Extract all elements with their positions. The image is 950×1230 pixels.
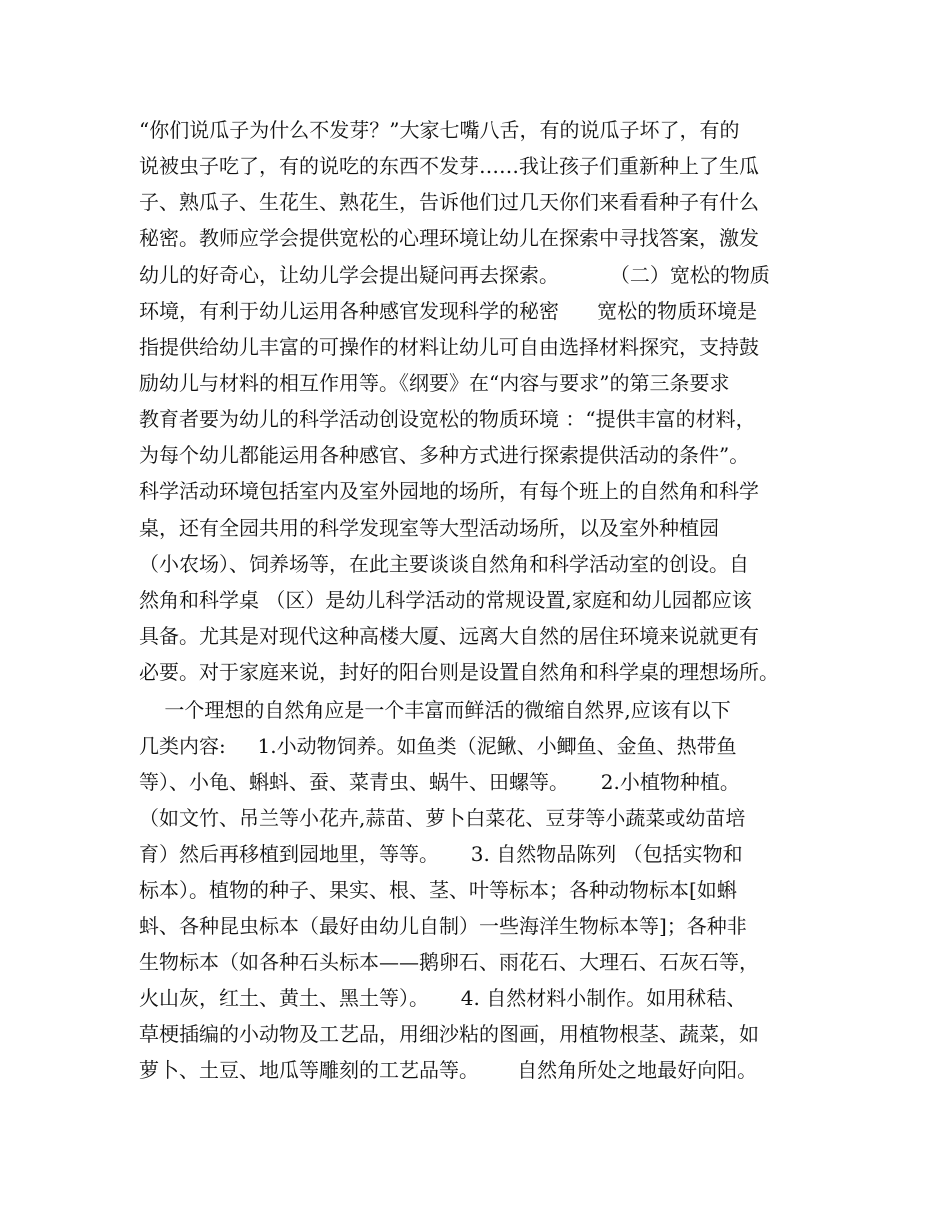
text-line: 为每个幼儿都能运用各种感官、多种方式进行探索提供活动的条件”。 [139,443,750,467]
text-line: 励幼儿与材料的相互作用等。《纲要》在“内容与要求”的第三条要求 [139,371,730,395]
text-line: 生物标本（如各种石头标本——鹅卵石、雨花石、大理石、石灰石等， [139,950,759,974]
text-line: 具备。尤其是对现代这种高楼大厦、远离大自然的居住环境来说就更有 [139,624,759,648]
text-line: 蚪、各种昆虫标本（最好由幼儿自制）一些海洋生物标本等]；各种非 [139,914,747,938]
text-line: 环境，有利于幼儿运用各种感官发现科学的秘密 宽松的物质环境是 [139,299,758,323]
text-line: 几类内容: 1.小动物饲养。如鱼类（泥鳅、小鲫鱼、金鱼、热带鱼 [139,734,737,758]
text-line: 标本）。植物的种子、果实、根、茎、叶等标本；各种动物标本[如蝌 [139,878,737,902]
text-line: 萝卜、土豆、地瓜等雕刻的工艺品等。 自然角所处之地最好向阳。 [139,1058,758,1082]
text-line: 火山灰，红土、黄土、黑土等）。 4. 自然材料小制作。如用秫秸、 [139,986,747,1010]
text-line: 教育者要为幼儿的科学活动创设宽松的物质环境 ：“提供丰富的材料， [139,407,756,431]
text-line: “你们说瓜子为什么不发芽？”大家七嘴八舌，有的说瓜子坏了，有的 [139,118,740,142]
text-line: 然角和科学桌 （区）是幼儿科学活动的常规设置,家庭和幼儿园都应该 [139,588,752,612]
text-line: 草梗插编的小动物及工艺品，用细沙粘的图画，用植物根茎、蔬菜，如 [139,1022,759,1046]
text-line: （小农场）、饲养场等，在此主要谈谈自然角和科学活动室的创设。自 [139,552,749,576]
text-line: （如文竹、吊兰等小花卉,蒜苗、萝卜白菜花、豆芽等小蔬菜或幼苗培 [139,806,746,830]
text-line: 桌，还有全园共用的科学发现室等大型活动场所，以及室外种植园 [139,516,719,540]
text-line: 幼儿的好奇心，让幼儿学会提出疑问再去探索。 （二）宽松的物质 [139,263,770,287]
text-line: 指提供给幼儿丰富的可操作的材料让幼儿可自由选择材料探究，支持鼓 [139,335,759,359]
text-line: 一个理想的自然角应是一个丰富而鲜活的微缩自然界,应该有以下 [139,698,731,722]
text-line: 育）然后再移植到园地里，等等。 3. 自然物品陈列 （包括实物和 [139,842,743,866]
text-line: 说被虫子吃了，有的说吃的东西不发芽……我让孩子们重新种上了生瓜 [139,154,759,178]
text-line: 子、熟瓜子、生花生、熟花生，告诉他们过几天你们来看看种子有什么 [139,190,759,214]
text-line: 必要。对于家庭来说，封好的阳台则是设置自然角和科学桌的理想场所。 [139,660,779,684]
text-line: 科学活动环境包括室内及室外园地的场所，有每个班上的自然角和科学 [139,479,759,503]
text-line: 等）、小龟、蝌蚪、蚕、菜青虫、蜗牛、田螺等。 2.小植物种植。 [139,770,740,794]
text-line: 秘密。教师应学会提供宽松的心理环境让幼儿在探索中寻找答案，激发 [139,226,759,250]
